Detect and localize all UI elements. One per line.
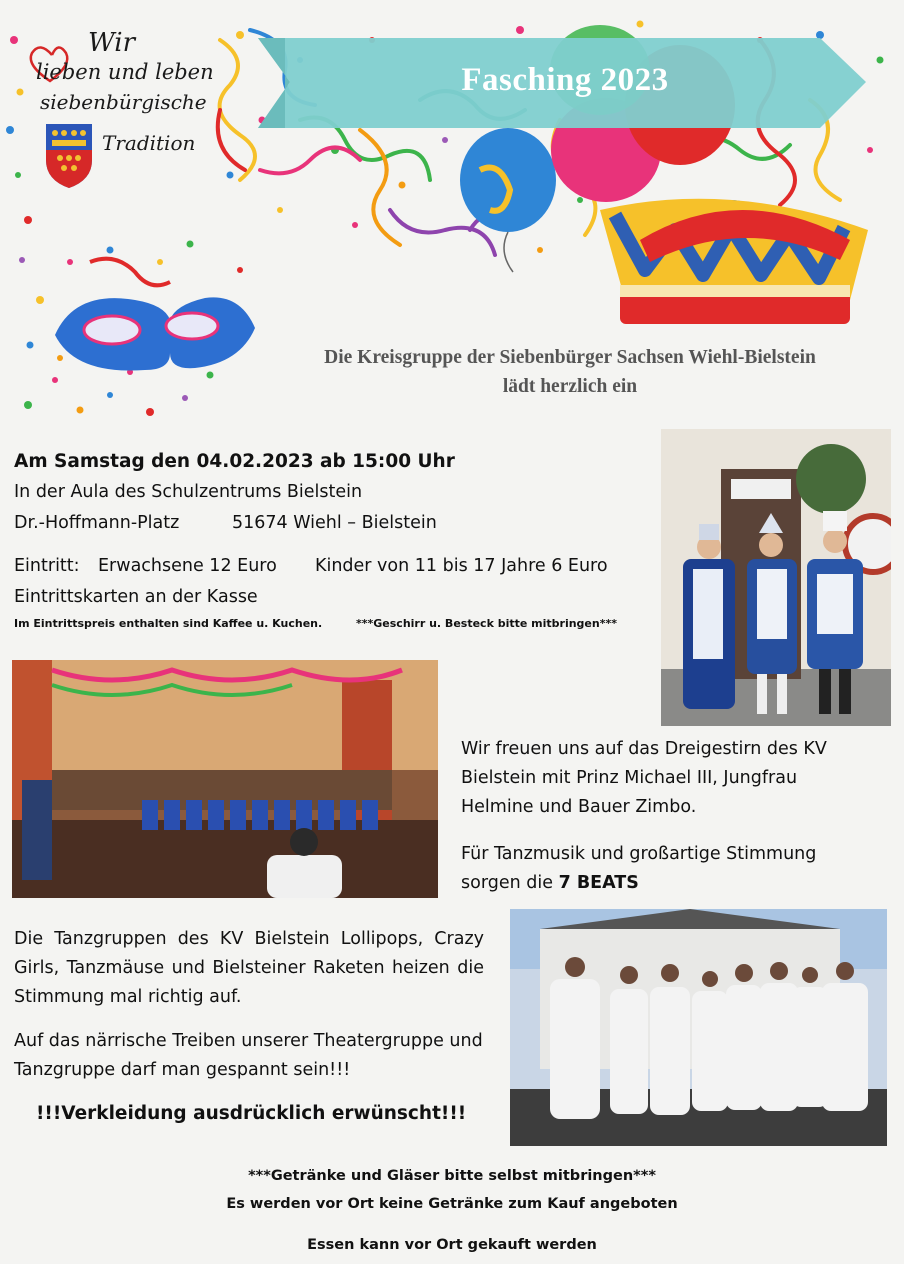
dreigestirn-text: Wir freuen uns auf das Dreigestirn des KV Bielstein mit Prinz Michael III, Jungfrau Helmine und Bauer Zimbo. <box>461 739 827 817</box>
theater-text: Auf das närrische Treiben unserer Theatergruppe und Tanzgruppe darf man gespannt sein!!! <box>14 1031 483 1080</box>
logo-line-1: Wir <box>88 28 136 58</box>
dishes-note: ***Geschirr u. Besteck bitte mitbringen*** <box>356 617 617 630</box>
coat-of-arms-icon <box>46 124 92 188</box>
logo-line-3: siebenbürgische <box>40 90 207 114</box>
included-note: Im Eintrittspreis enthalten sind Kaffee u. Kuchen. <box>14 617 323 630</box>
crown-icon <box>600 199 868 324</box>
event-address-city: 51674 Wiehl – Bielstein <box>232 513 437 533</box>
carnival-mask-icon <box>55 259 255 371</box>
entry-adults: Erwachsene 12 Euro <box>98 556 277 576</box>
event-date: Am Samstag den 04.02.2023 ab 15:00 Uhr <box>14 451 455 472</box>
music-text <box>461 840 851 898</box>
logo-line-4: Tradition <box>102 131 196 155</box>
dance-hall-photo <box>12 660 438 898</box>
banner-title: Fasching 2023 <box>461 62 669 98</box>
invitation-line-2: lädt herzlich ein <box>502 376 638 397</box>
dreigestirn-photo <box>661 429 891 726</box>
dance-groups-text: Die Tanzgruppen des KV Bielstein Lollipops, Crazy Girls, Tanzmäuse und Bielsteiner Raketen heizen die Stimmung mal richtig auf. <box>14 929 484 1007</box>
tickets-note: Eintrittskarten an der Kasse <box>14 587 258 607</box>
footer-no-sale: Es werden vor Ort keine Getränke zum Kauf angeboten <box>226 1196 678 1212</box>
footer-food: Essen kann vor Ort gekauft werden <box>307 1237 597 1253</box>
costume-note: !!!Verkleidung ausdrücklich erwünscht!!! <box>36 1103 467 1124</box>
footer-drinks: ***Getränke und Gläser bitte selbst mitbringen*** <box>248 1168 656 1184</box>
group-photo <box>510 909 887 1146</box>
invitation-text <box>260 343 880 401</box>
entry-children: Kinder von 11 bis 17 Jahre 6 Euro <box>315 556 608 576</box>
entry-label: Eintritt: <box>14 556 80 576</box>
band-name: 7 BEATS <box>558 873 639 893</box>
music-text-body: Für Tanzmusik und großartige Stimmung sorgen die <box>461 844 817 893</box>
event-address-street: Dr.-Hoffmann-Platz <box>14 513 180 533</box>
event-venue: In der Aula des Schulzentrums Bielstein <box>14 482 363 502</box>
logo-line-2: lieben und leben <box>36 60 214 84</box>
invitation-line-1: Die Kreisgruppe der Siebenbürger Sachsen Wiehl-Bielstein <box>324 347 816 368</box>
